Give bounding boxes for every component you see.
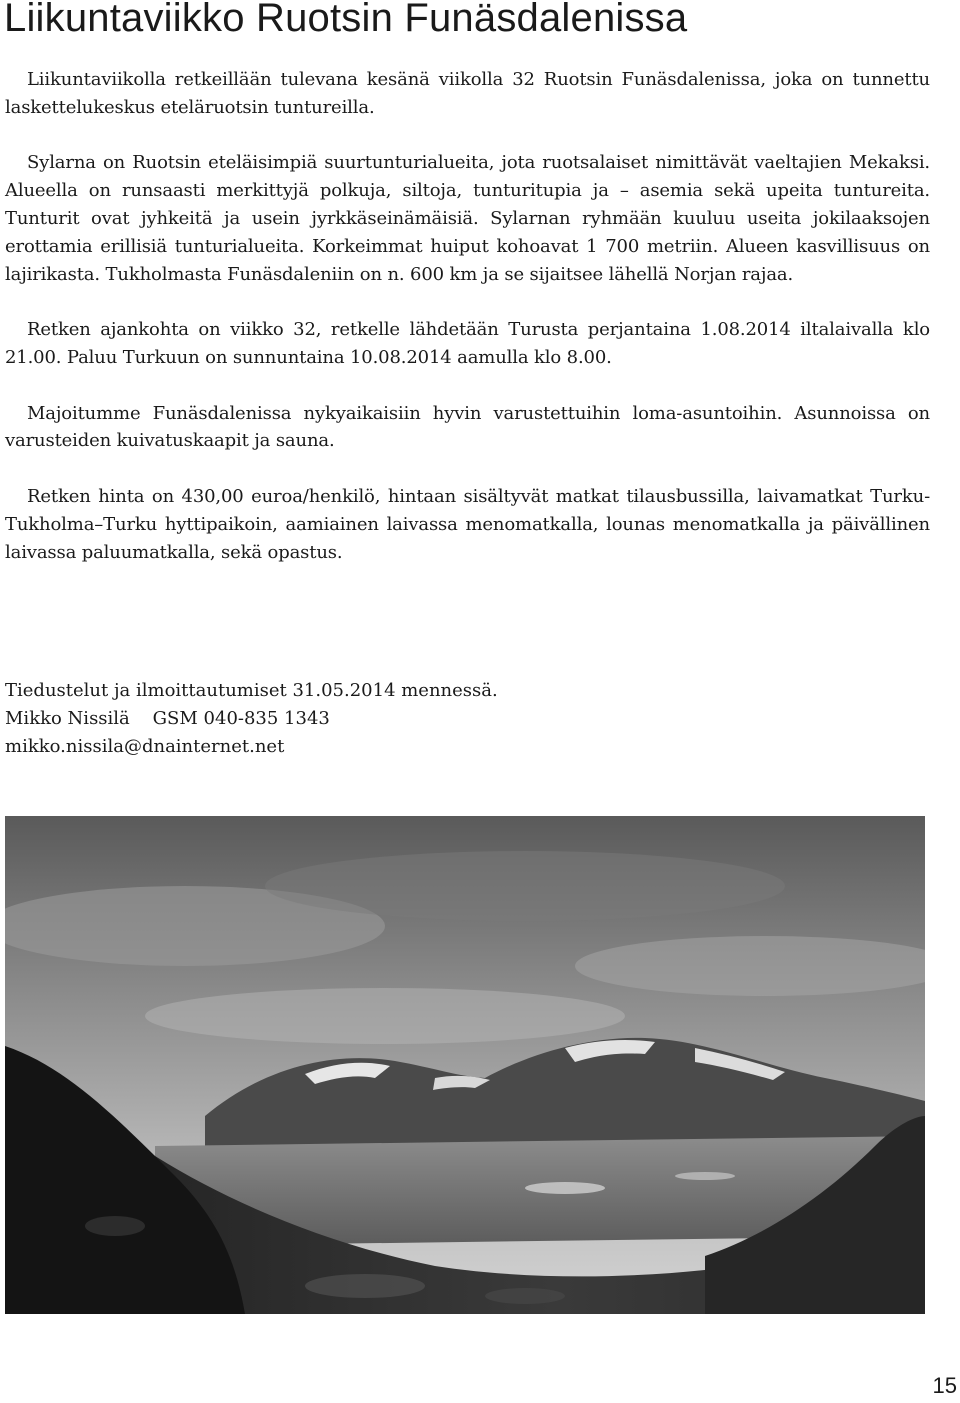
contact-name-phone: Mikko Nissilä GSM 040-835 1343 bbox=[5, 707, 330, 729]
paragraph-schedule: Retken ajankohta on viikko 32, retkelle lähdetään Turusta perjantaina 1.08.2014 iltalaivalla klo 21.00. Paluu Turkuun on sunnuntaina 10.08.2014 aamulla klo 8.00. bbox=[5, 319, 930, 368]
page-number: 15 bbox=[932, 1373, 957, 1398]
contact-email[interactable]: mikko.nissila@dnainternet.net bbox=[5, 735, 285, 757]
page-title: Liikuntaviikko Ruotsin Funäsdalenissa bbox=[4, 0, 688, 40]
landscape-image bbox=[5, 816, 925, 1314]
mountain-landscape-photo bbox=[5, 816, 925, 1314]
paragraph-sylarna: Sylarna on Ruotsin eteläisimpiä suurtunturialueita, jota ruotsalaiset nimittävät vaeltajien Mekaksi. Alueella on runsaasti merkittyjä polkuja, siltoja, tunturitupia ja – asemia sekä upeita tuntureita. Tunturit ovat jyhkeitä ja usein jyrkkäseinämäisiä. Sylarnan ryhmään kuuluu useita jokilaaksojen erottamia erillisiä tunturialueita. Korkeimmat huiput kohoavat 1 700 metriin. Alueen kasvillisuus on lajirikasta. Tukholmasta Funäsdaleniin on n. 600 km ja se sijaitsee lähellä Norjan rajaa. bbox=[5, 152, 930, 285]
paragraph-price: Retken hinta on 430,00 euroa/henkilö, hintaan sisältyvät matkat tilausbussilla, laivamatkat Turku-Tukholma–Turku hyttipaikoin, aamiainen laivassa menomatkalla, lounas menomatkalla ja päivällinen laivassa paluumatkalla, sekä opastus. bbox=[5, 485, 930, 563]
paragraph-intro: Liikuntaviikolla retkeillään tulevana kesänä viikolla 32 Ruotsin Funäsdalenissa, joka on tunnettu laskettelukeskus eteläruotsin tuntureilla. bbox=[5, 69, 930, 118]
article-body bbox=[5, 66, 930, 594]
contact-block bbox=[5, 677, 498, 760]
contact-deadline: Tiedustelut ja ilmoittautumiset 31.05.2014 mennessä. bbox=[5, 680, 498, 701]
paragraph-accommodation: Majoitumme Funäsdalenissa nykyaikaisiin hyvin varustettuihin loma-asuntoihin. Asunnoissa on varusteiden kuivatuskaapit ja sauna. bbox=[5, 402, 930, 452]
